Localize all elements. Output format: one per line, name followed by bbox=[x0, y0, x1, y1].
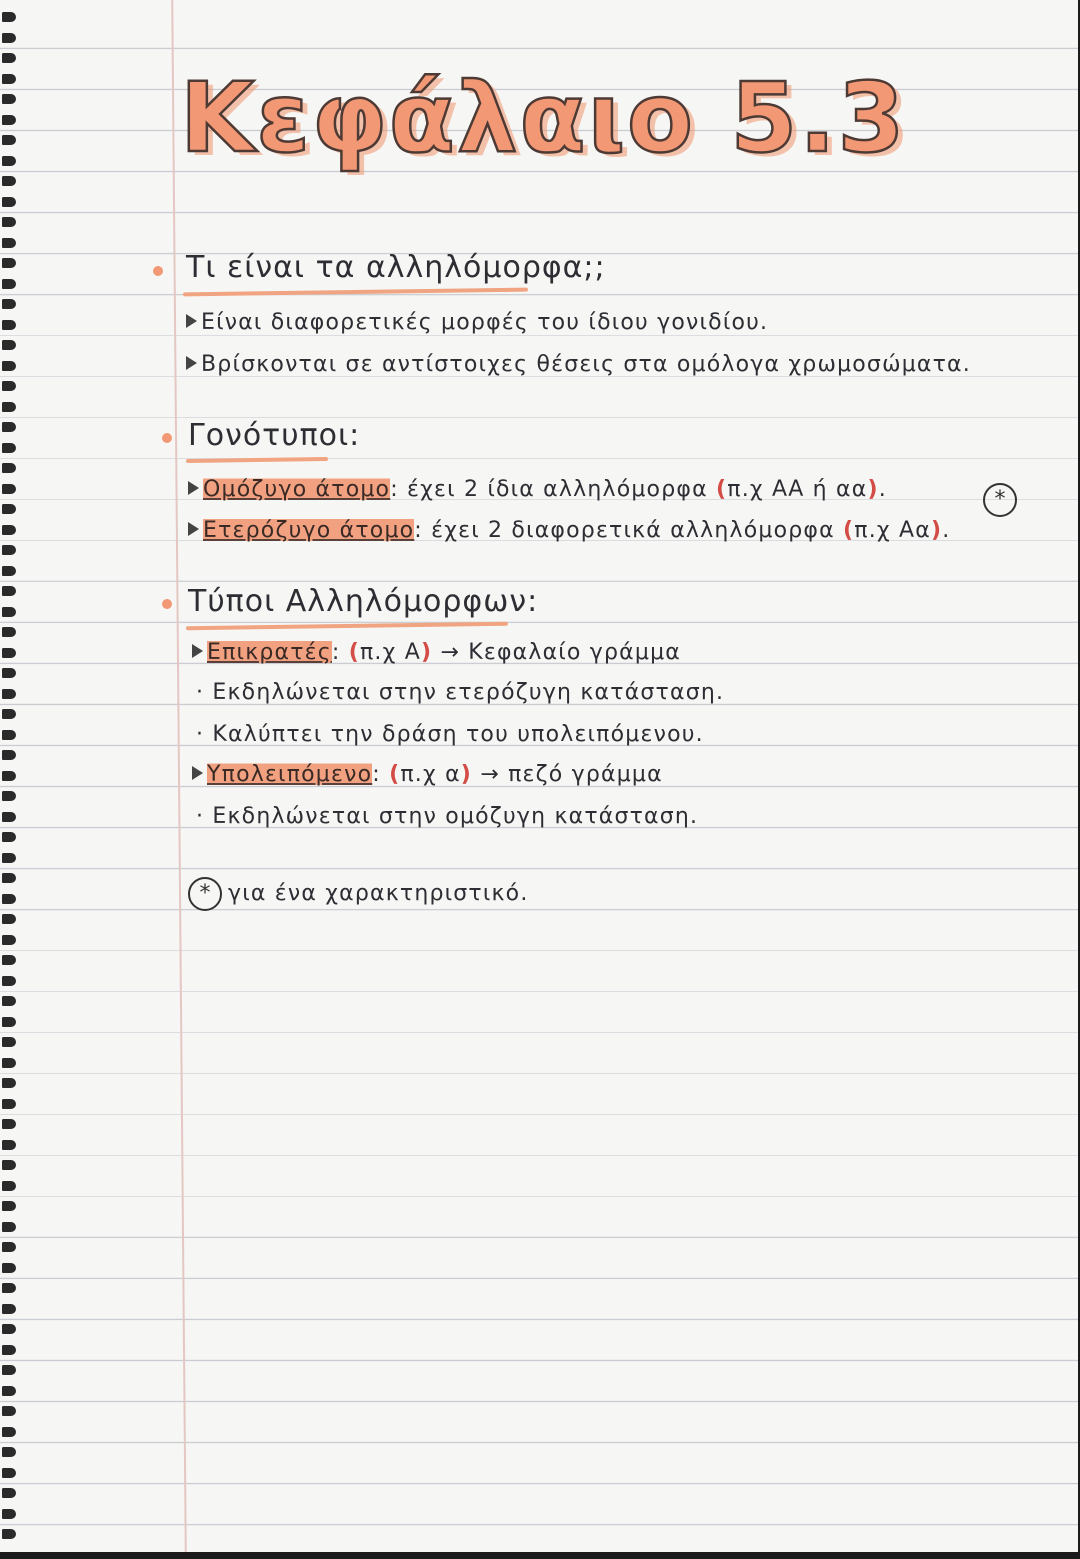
spiral-coil bbox=[2, 668, 16, 678]
triangle-bullet-icon bbox=[188, 481, 199, 495]
spiral-coil bbox=[2, 1509, 16, 1519]
heading-underline bbox=[186, 457, 328, 463]
spiral-coil bbox=[2, 361, 16, 371]
spiral-coil bbox=[2, 1427, 16, 1437]
note-line: · Καλύπτει την δράση του υπολειπόμενου. bbox=[196, 722, 704, 747]
spiral-coil bbox=[2, 340, 16, 350]
spiral-coil bbox=[2, 1263, 16, 1273]
allele-type-item: Υπολειπόμενο: (π.χ α) → πεζό γράμμα bbox=[192, 762, 663, 787]
triangle-bullet-icon bbox=[188, 522, 199, 536]
spiral-coil bbox=[2, 217, 16, 227]
section-bullet bbox=[162, 599, 172, 609]
spiral-coil bbox=[2, 586, 16, 596]
spiral-coil bbox=[2, 463, 16, 473]
spiral-coil bbox=[2, 689, 16, 699]
spiral-coil bbox=[2, 115, 16, 125]
spiral-coil bbox=[2, 627, 16, 637]
triangle-bullet-icon bbox=[186, 314, 197, 328]
spiral-coil bbox=[2, 1017, 16, 1027]
spiral-coil bbox=[2, 74, 16, 84]
section-heading-genotypes: Γονότυποι: bbox=[188, 418, 361, 453]
spiral-coil bbox=[2, 1099, 16, 1109]
spiral-coil bbox=[2, 156, 16, 166]
spiral-coil bbox=[2, 791, 16, 801]
allele-type-item: Επικρατές: (π.χ Α) → Κεφαλαίο γράμμα bbox=[192, 640, 681, 665]
spiral-coil bbox=[2, 1365, 16, 1375]
spiral-coil bbox=[2, 709, 16, 719]
spiral-coil bbox=[2, 484, 16, 494]
spiral-coil bbox=[2, 812, 16, 822]
spiral-coil bbox=[2, 33, 16, 43]
spiral-binding bbox=[0, 0, 22, 1552]
spiral-coil bbox=[2, 648, 16, 658]
spiral-coil bbox=[2, 1468, 16, 1478]
spiral-coil bbox=[2, 771, 16, 781]
spiral-coil bbox=[2, 730, 16, 740]
triangle-bullet-icon bbox=[192, 766, 203, 780]
spiral-coil bbox=[2, 320, 16, 330]
note-line: Είναι διαφορετικές μορφές του ίδιου γονιδίου. bbox=[186, 310, 768, 335]
spiral-coil bbox=[2, 750, 16, 760]
spiral-coil bbox=[2, 135, 16, 145]
triangle-bullet-icon bbox=[192, 644, 203, 658]
spiral-coil bbox=[2, 381, 16, 391]
spiral-coil bbox=[2, 1078, 16, 1088]
spiral-coil bbox=[2, 873, 16, 883]
section-heading-alleles: Τι είναι τα αλληλόμορφα;; bbox=[186, 250, 606, 285]
spiral-coil bbox=[2, 1181, 16, 1191]
asterisk-mark-icon: * bbox=[983, 483, 1017, 517]
heading-underline bbox=[183, 288, 528, 297]
spiral-coil bbox=[2, 1140, 16, 1150]
spiral-coil bbox=[2, 1529, 16, 1539]
spiral-coil bbox=[2, 1160, 16, 1170]
spiral-coil bbox=[2, 299, 16, 309]
note-line: Βρίσκονται σε αντίστοιχες θέσεις στα ομόλογα χρωμοσώματα. bbox=[186, 352, 971, 377]
spiral-coil bbox=[2, 1406, 16, 1416]
section-bullet bbox=[162, 433, 172, 443]
term-highlight: Επικρατές bbox=[207, 640, 332, 665]
spiral-coil bbox=[2, 176, 16, 186]
spiral-coil bbox=[2, 402, 16, 412]
spiral-coil bbox=[2, 443, 16, 453]
spiral-coil bbox=[2, 976, 16, 986]
term-highlight: Υπολειπόμενο bbox=[207, 762, 373, 787]
section-heading-allele-types: Τύποι Αλληλόμορφων: bbox=[188, 584, 539, 619]
spiral-coil bbox=[2, 566, 16, 576]
triangle-bullet-icon bbox=[186, 356, 197, 370]
spiral-coil bbox=[2, 1037, 16, 1047]
spiral-coil bbox=[2, 1345, 16, 1355]
term-highlight: Ομόζυγο άτομο bbox=[203, 477, 391, 502]
note-line: · Εκδηλώνεται στην ετερόζυγη κατάσταση. bbox=[196, 680, 725, 705]
spiral-coil bbox=[2, 894, 16, 904]
spiral-coil bbox=[2, 1222, 16, 1232]
spiral-coil bbox=[2, 94, 16, 104]
spiral-coil bbox=[2, 525, 16, 535]
spiral-coil bbox=[2, 1447, 16, 1457]
spiral-coil bbox=[2, 197, 16, 207]
spiral-coil bbox=[2, 504, 16, 514]
spiral-coil bbox=[2, 238, 16, 248]
spiral-coil bbox=[2, 279, 16, 289]
spiral-coil bbox=[2, 545, 16, 555]
spiral-coil bbox=[2, 1283, 16, 1293]
spiral-coil bbox=[2, 955, 16, 965]
spiral-coil bbox=[2, 1242, 16, 1252]
spiral-coil bbox=[2, 12, 16, 22]
spiral-coil bbox=[2, 258, 16, 268]
spiral-coil bbox=[2, 422, 16, 432]
spiral-coil bbox=[2, 935, 16, 945]
term-highlight: Ετερόζυγο άτομο bbox=[203, 518, 415, 543]
spiral-coil bbox=[2, 1201, 16, 1211]
genotype-item: Ετερόζυγο άτομο: έχει 2 διαφορετικά αλληλόμορφα (π.χ Αα). bbox=[188, 518, 950, 543]
spiral-coil bbox=[2, 914, 16, 924]
footnote-text: για ένα χαρακτηριστικό. bbox=[228, 881, 529, 906]
heading-underline bbox=[186, 622, 508, 630]
asterisk-mark-icon: * bbox=[188, 877, 222, 911]
spiral-coil bbox=[2, 853, 16, 863]
spiral-coil bbox=[2, 1058, 16, 1068]
spiral-coil bbox=[2, 832, 16, 842]
spiral-coil bbox=[2, 1386, 16, 1396]
page-title: Κεφάλαιο 5.3 bbox=[180, 62, 907, 174]
margin-line bbox=[171, 0, 187, 1552]
spiral-coil bbox=[2, 1304, 16, 1314]
spiral-coil bbox=[2, 1488, 16, 1498]
section-bullet bbox=[153, 266, 163, 276]
note-line: · Εκδηλώνεται στην ομόζυγη κατάσταση. bbox=[196, 804, 699, 829]
genotype-item: Ομόζυγο άτομο: έχει 2 ίδια αλληλόμορφα (π.χ ΑΑ ή αα). bbox=[188, 477, 887, 502]
spiral-coil bbox=[2, 53, 16, 63]
spiral-coil bbox=[2, 1324, 16, 1334]
spiral-coil bbox=[2, 1119, 16, 1129]
spiral-coil bbox=[2, 996, 16, 1006]
spiral-coil bbox=[2, 607, 16, 617]
